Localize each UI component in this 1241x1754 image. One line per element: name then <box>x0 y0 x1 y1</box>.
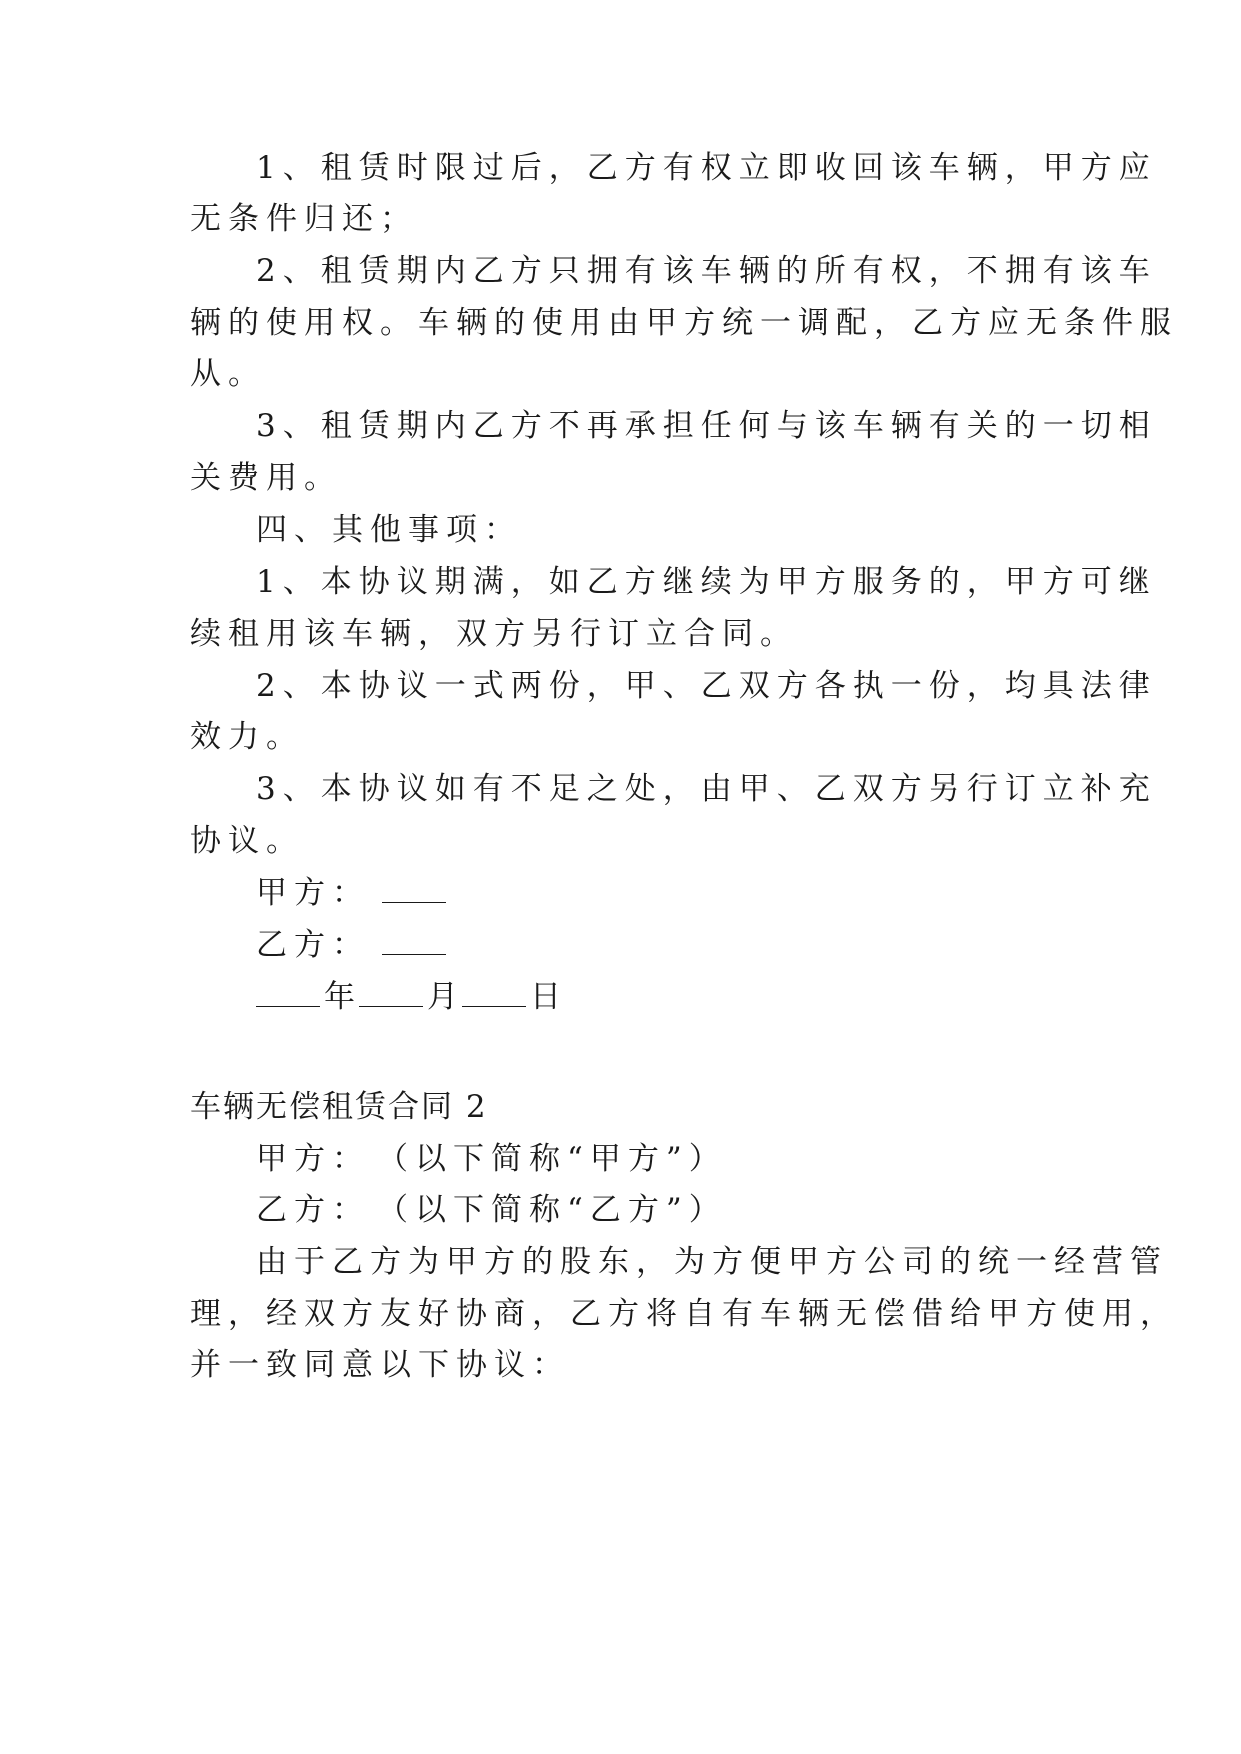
party-a-blank <box>382 874 446 903</box>
other-clause-3-line-1: 3、本协议如有不足之处，由甲、乙双方另行订立补充 <box>256 771 1157 807</box>
clause-1-line-1: 1、租赁时限过后，乙方有权立即收回该车辆，甲方应 <box>256 150 1157 186</box>
year-blank <box>256 978 320 1007</box>
other-clause-1-line-2: 续租用该车辆，双方另行订立合同。 <box>190 616 798 652</box>
other-clause-1-line-1: 1、本协议期满，如乙方继续为甲方服务的，甲方可继 <box>256 564 1157 600</box>
other-clause-2-line-1: 2、本协议一式两份，甲、乙双方各执一份，均具法律 <box>256 668 1157 704</box>
party-b-label: 乙方： <box>256 927 370 963</box>
contract-2-intro-line-1: 由于乙方为甲方的股东，为方便甲方公司的统一经营管 <box>256 1244 1168 1280</box>
contract-2-party-a: 甲方： （以下简称“甲方”） <box>256 1141 727 1177</box>
other-clause-2-line-2: 效力。 <box>190 719 304 755</box>
party-a-label: 甲方： <box>256 875 370 911</box>
signing-date <box>256 977 565 1017</box>
year-label: 年 <box>324 979 355 1015</box>
clause-2-line-1: 2、租赁期内乙方只拥有该车辆的所有权，不拥有该车 <box>256 253 1157 289</box>
party-a-signature <box>256 873 446 913</box>
clause-3-line-1: 3、租赁期内乙方不再承担任何与该车辆有关的一切相 <box>256 408 1157 444</box>
day-blank <box>462 978 526 1007</box>
clause-3-line-2: 关费用。 <box>190 460 342 496</box>
clause-1-line-2: 无条件归还； <box>190 201 418 237</box>
contract-2-title: 车辆无偿租赁合同 2 <box>190 1089 488 1125</box>
month-blank <box>359 978 423 1007</box>
contract-2-intro-line-2: 理，经双方友好协商，乙方将自有车辆无偿借给甲方使用， <box>190 1296 1178 1332</box>
day-label: 日 <box>530 979 561 1015</box>
party-b-blank <box>382 926 446 955</box>
clause-2-line-2: 辆的使用权。车辆的使用由甲方统一调配，乙方应无条件服 <box>190 305 1178 341</box>
other-clause-3-line-2: 协议。 <box>190 823 304 859</box>
month-label: 月 <box>427 979 458 1015</box>
clause-2-line-3: 从。 <box>190 356 266 392</box>
contract-2-intro-line-3: 并一致同意以下协议： <box>190 1347 570 1383</box>
contract-2-party-b: 乙方： （以下简称“乙方”） <box>256 1192 727 1228</box>
party-b-signature <box>256 925 446 965</box>
section-4-heading: 四、其他事项： <box>256 512 522 548</box>
